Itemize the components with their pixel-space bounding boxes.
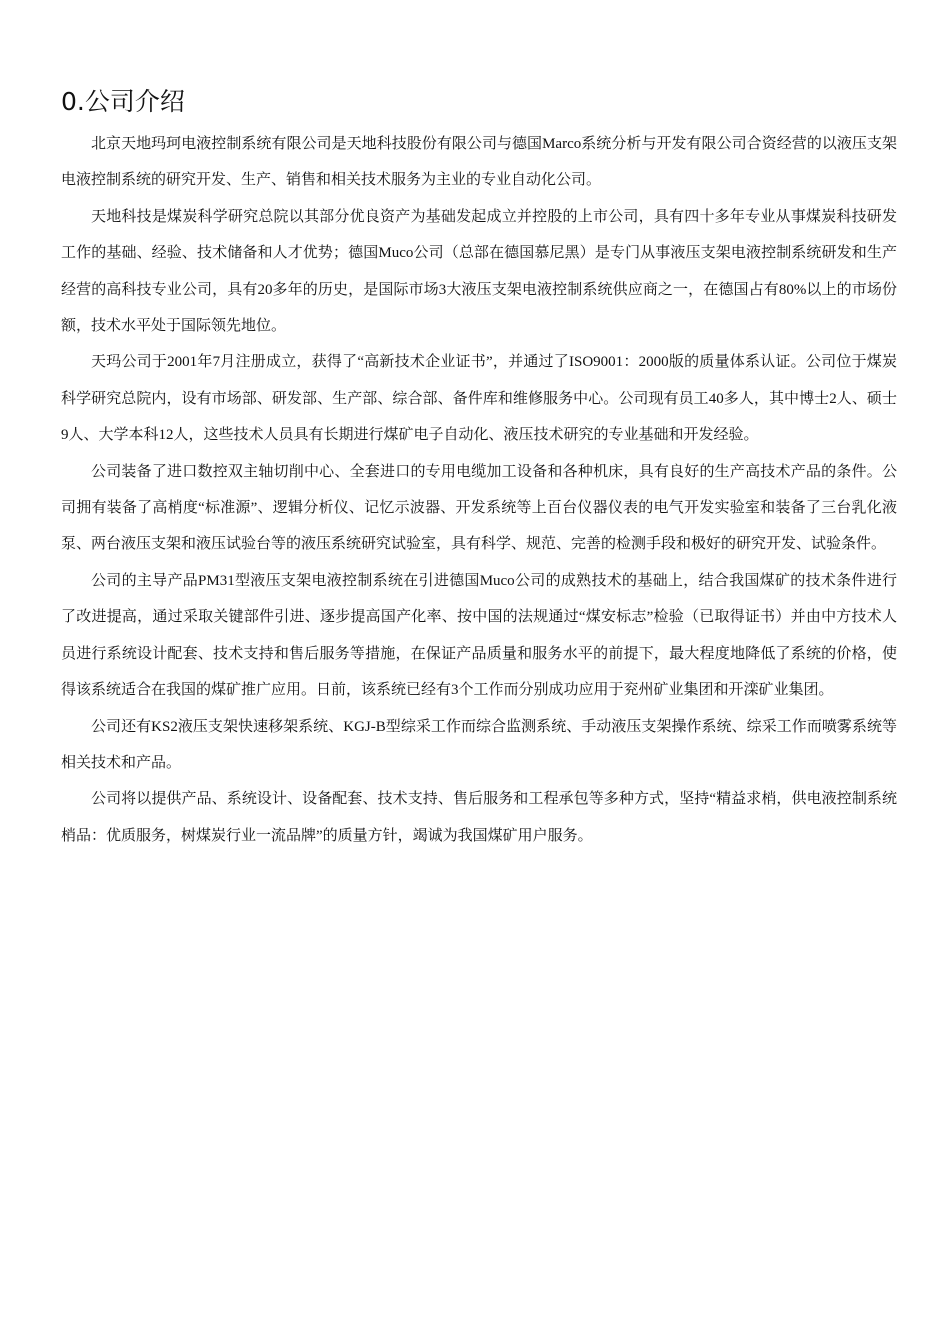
section-heading: 0.公司介绍 bbox=[61, 87, 185, 116]
paragraph-1: 北京天地玛珂电液控制系统有限公司是天地科技股份有限公司与德国Marco系统分析与开发有限公司合资经营的以液压支架电液控制系统的研究开发、生产、销售和相关技术服务为主业的专业自动化公司。 bbox=[61, 136, 897, 189]
paragraph-5: 公司的主导产品PM31型液压支架电液控制系统在引进德国Muco公司的成熟技术的基础上，结合我国煤矿的技术条件进行了改进提高，通过采取关键部件引进、逐步提高国产化率、按中国的法规通过“煤安标志”检验（已取得证书）并由中方技术人员进行系统设计配套、技术支持和售后服务等措施，在保证产品质量和服务水平的前提下，最大程度地降低了系统的价格，使得该系统适合在我国的煤矿推广应用。日前，该系统已经有3个工作而分别成功应用于兖州矿业集团和开滦矿业集团。 bbox=[61, 572, 897, 699]
document-body bbox=[61, 126, 897, 854]
paragraph-7: 公司将以提供产品、系统设计、设备配套、技术支持、售后服务和工程承包等多种方式，坚持“精益求梢，供电液控制系统梢品：优质服务，树煤炭行业一流品牌”的质量方针，竭诚为我国煤矿用户服务。 bbox=[61, 791, 897, 844]
paragraph-3: 天玛公司于2001年7月注册成立，获得了“高新技术企业证书”，并通过了ISO9001：2000版的质量体系认证。公司位于煤炭科学研究总院内，设有市场部、研发部、生产部、综合部、备件库和维修服务中心。公司现有员工40多人，其中博士2人、硕士9人、大学本科12人，这些技术人员具有长期进行煤矿电子自动化、液压技术研究的专业基础和开发经验。 bbox=[61, 354, 897, 444]
paragraph-6: 公司还有KS2液压支架快速移架系统、KGJ-B型综采工作而综合监测系统、手动液压支架操作系统、综采工作而喷雾系统等相关技术和产品。 bbox=[61, 718, 897, 771]
paragraph-4: 公司装备了进口数控双主轴切削中心、全套进口的专用电缆加工设备和各种机床，具有良好的生产高技术产品的条件。公司拥有装备了高梢度“标准源”、逻辑分析仪、记忆示波器、开发系统等上百台仪器仪表的电气开发实验室和装备了三台乳化液泵、两台液压支架和液压试验台等的液压系统研究试验室，具有科学、规范、完善的检测手段和极好的研究开发、试验条件。 bbox=[61, 463, 897, 553]
paragraph-2: 天地科技是煤炭科学研究总院以其部分优良资产为基础发起成立并控股的上市公司，具有四十多年专业从事煤炭科技研发工作的基础、经验、技术储备和人才优势；德国Muco公司（总部在德国慕尼黑）是专门从事液压支架电液控制系统研发和生产经营的高科技专业公司，具有20多年的历史，是国际市场3大液压支架电液控制系统供应商之一，在德国占有80%以上的市场份额，技术水平处于国际领先地位。 bbox=[61, 208, 897, 335]
